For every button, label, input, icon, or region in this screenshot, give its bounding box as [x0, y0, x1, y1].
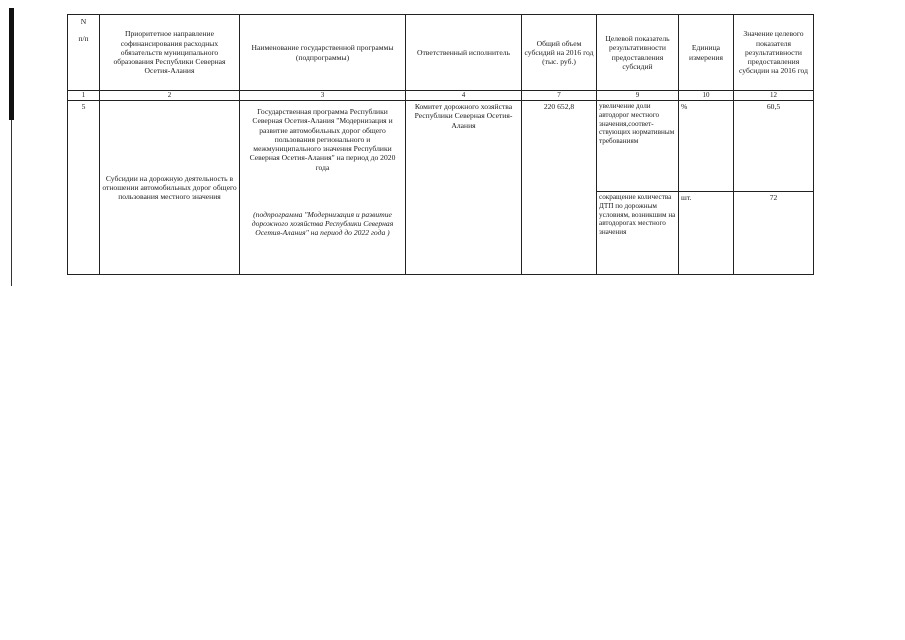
- row-program: Государственная программа Республики Северная Осетия-Алания "Модернизация и развитие автомобильных дорог общего пользования регионального и межмуниципального значения Республики Северная Осетия-Алания" на период до 2020 года: [249, 107, 396, 172]
- indicator-text: увеличение доли автодорог местного значения,соответ-ствующих нормативным требованиям: [597, 101, 679, 192]
- table-row: [68, 101, 814, 192]
- header-program: Наименование государственной программы (подпрограммы): [240, 15, 406, 91]
- row-priority: Субсидии на дорожную деятельность в отношении автомобильных дорог общего пользования местного значения: [100, 101, 240, 275]
- column-number: 9: [597, 91, 679, 101]
- row-number: 5: [68, 101, 100, 275]
- column-number: 2: [100, 91, 240, 101]
- header-n2-label: п/п: [78, 34, 89, 44]
- column-number: 12: [734, 91, 814, 101]
- row-program-cell: [240, 101, 406, 275]
- row-volume: 220 652,8: [522, 101, 597, 275]
- column-number: 10: [679, 91, 734, 101]
- column-number: 4: [406, 91, 522, 101]
- column-number: 1: [68, 91, 100, 101]
- indicator-value: 72: [734, 192, 814, 275]
- row-subprogram: (подпрограмма "Модернизация и развитие дорожного хозяйства Республики Северная Осетия-Алания" на период до 2022 года ): [251, 209, 394, 238]
- header-executor: Ответственный исполнитель: [406, 15, 522, 91]
- indicator-unit: шт.: [679, 192, 734, 275]
- column-number: 3: [240, 91, 406, 101]
- indicator-text: сокращение количества ДТП по дорожным условиям, возникшим на автодорогах местного значения: [597, 192, 679, 275]
- subsidy-table: [67, 14, 814, 275]
- indicator-unit: %: [679, 101, 734, 192]
- header-value: Значение целевого показателя результативности предоставления субсидии на 2016 год: [734, 15, 814, 91]
- header-volume: Общий объем субсидий на 2016 год (тыс. руб.): [522, 15, 597, 91]
- column-number: 7: [522, 91, 597, 101]
- scan-margin-line: [11, 120, 12, 286]
- column-number-row: [68, 91, 814, 101]
- header-priority: Приоритетное направление софинансирования расходных обязательств муниципального образования Республики Северная Осетия-Алания: [100, 15, 240, 91]
- header-row: [68, 15, 814, 91]
- indicator-value: 60,5: [734, 101, 814, 192]
- header-indicator: Целевой показатель результативности предоставления субсидий: [597, 15, 679, 91]
- scan-margin-mark: [9, 8, 14, 120]
- row-executor: Комитет дорожного хозяйства Республики Северная Осетия-Алания: [406, 101, 522, 275]
- header-unit: Единица измерения: [679, 15, 734, 91]
- header-n: [68, 15, 100, 91]
- header-n-label: N: [80, 17, 87, 26]
